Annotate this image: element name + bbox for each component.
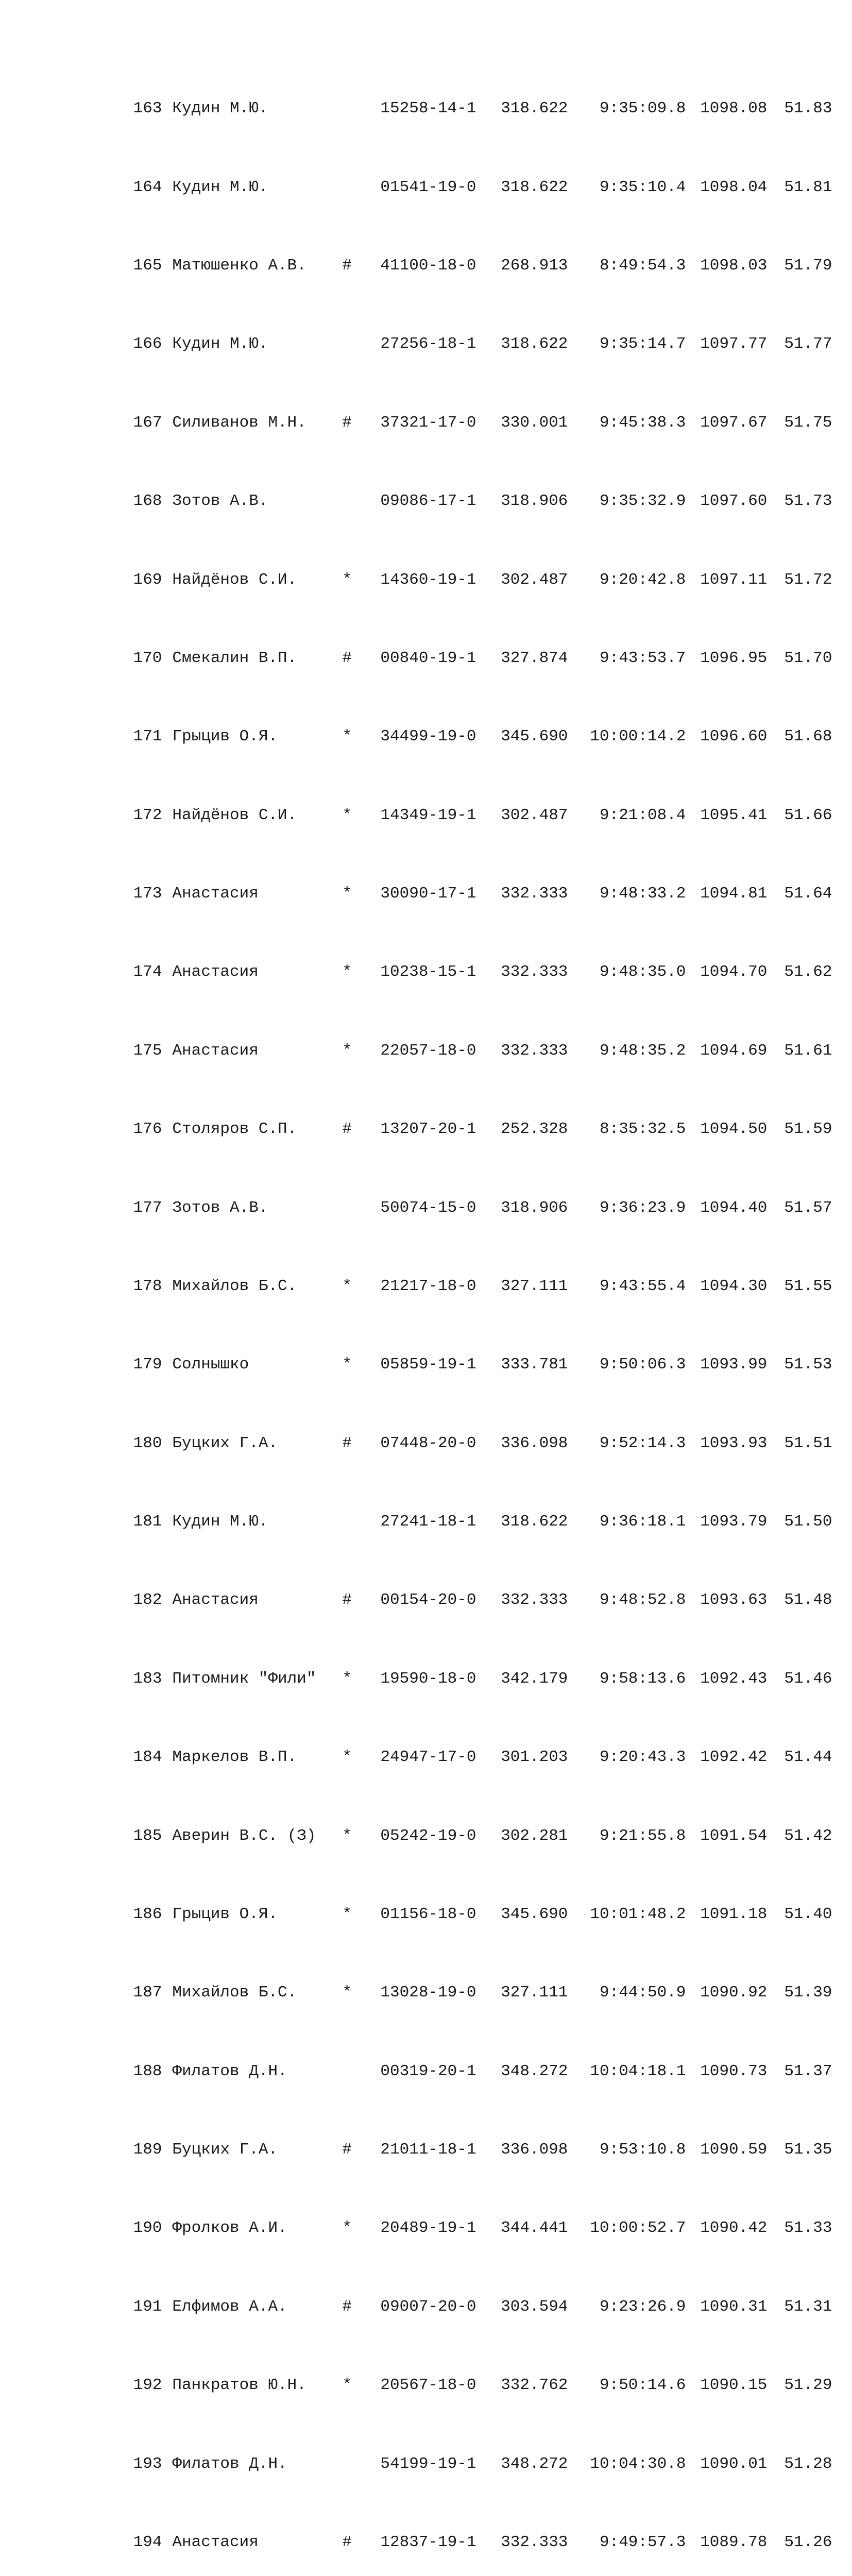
speed-cell: 1094.40 (700, 1198, 768, 1217)
table-row (92, 1885, 832, 1923)
table-row (92, 1178, 832, 1217)
distance-cell: 332.333 (501, 1041, 568, 1060)
arrival-time-cell: 9:43:53.7 (599, 649, 686, 667)
table-row (92, 1963, 832, 2002)
table-row (92, 2199, 832, 2238)
speed-cell: 1094.70 (700, 963, 768, 981)
score-cell: 51.37 (784, 2062, 832, 2080)
owner-name-cell: Маркелов В.П. (172, 1748, 297, 1767)
place-cell: 181 (133, 1513, 162, 1531)
score-cell: 51.81 (784, 178, 832, 196)
arrival-time-cell: 9:50:14.6 (599, 2376, 686, 2395)
score-cell: 51.83 (784, 99, 832, 118)
arrival-time-cell: 8:35:32.5 (599, 1120, 686, 1139)
arrival-time-cell: 9:21:08.4 (599, 806, 686, 824)
table-row (92, 2042, 832, 2080)
place-cell: 176 (133, 1120, 162, 1139)
distance-cell: 336.098 (501, 2141, 568, 2159)
score-cell: 51.73 (784, 492, 832, 511)
mark-cell: # (342, 413, 352, 432)
ring-number-cell: 30090-17-1 (380, 885, 476, 903)
table-row (92, 550, 832, 589)
place-cell: 183 (133, 1669, 162, 1688)
ring-number-cell: 37321-17-0 (380, 413, 476, 432)
place-cell: 173 (133, 885, 162, 903)
score-cell: 51.39 (784, 1984, 832, 2002)
ring-number-cell: 21217-18-0 (380, 1277, 476, 1295)
distance-cell: 302.487 (501, 570, 568, 589)
speed-cell: 1096.95 (700, 649, 768, 667)
score-cell: 51.53 (784, 1355, 832, 1374)
owner-name-cell: Буцких Г.А. (172, 2141, 278, 2159)
results-table (92, 40, 832, 2576)
distance-cell: 336.098 (501, 1434, 568, 1452)
arrival-time-cell: 9:35:09.8 (599, 99, 686, 118)
score-cell: 51.61 (784, 1041, 832, 1060)
place-cell: 184 (133, 1748, 162, 1767)
arrival-time-cell: 10:00:52.7 (590, 2219, 686, 2238)
arrival-time-cell: 9:35:14.7 (599, 335, 686, 353)
distance-cell: 332.762 (501, 2376, 568, 2395)
ring-number-cell: 50074-15-0 (380, 1198, 476, 1217)
place-cell: 187 (133, 1984, 162, 2002)
speed-cell: 1093.63 (700, 1591, 768, 1609)
owner-name-cell: Анастасия (172, 2533, 259, 2551)
arrival-time-cell: 10:01:48.2 (590, 1905, 686, 1923)
owner-name-cell: Силиванов М.Н. (172, 413, 306, 432)
speed-cell: 1097.67 (700, 413, 768, 432)
ring-number-cell: 10238-15-1 (380, 963, 476, 981)
owner-name-cell: Анастасия (172, 1041, 259, 1060)
distance-cell: 302.281 (501, 1826, 568, 1845)
ring-number-cell: 01541-19-0 (380, 178, 476, 196)
speed-cell: 1097.11 (700, 570, 768, 589)
table-row (92, 1414, 832, 1452)
speed-cell: 1097.60 (700, 492, 768, 511)
table-row (92, 2278, 832, 2316)
speed-cell: 1094.30 (700, 1277, 768, 1295)
distance-cell: 318.906 (501, 492, 568, 511)
arrival-time-cell: 9:36:18.1 (599, 1513, 686, 1531)
distance-cell: 327.874 (501, 649, 568, 667)
arrival-time-cell: 9:21:55.8 (599, 1826, 686, 1845)
arrival-time-cell: 9:48:52.8 (599, 1591, 686, 1609)
mark-cell: # (342, 2297, 352, 2316)
ring-number-cell: 09007-20-0 (380, 2297, 476, 2316)
score-cell: 51.66 (784, 806, 832, 824)
mark-cell: * (342, 2219, 352, 2238)
mark-cell: * (342, 2376, 352, 2395)
arrival-time-cell: 10:00:14.2 (590, 727, 686, 746)
owner-name-cell: Михайлов Б.С. (172, 1984, 297, 2002)
arrival-time-cell: 9:44:50.9 (599, 1984, 686, 2002)
place-cell: 185 (133, 1826, 162, 1845)
distance-cell: 342.179 (501, 1669, 568, 1688)
speed-cell: 1091.54 (700, 1826, 768, 1845)
owner-name-cell: Найдёнов С.И. (172, 806, 297, 824)
ring-number-cell: 19590-18-0 (380, 1669, 476, 1688)
arrival-time-cell: 9:36:23.9 (599, 1198, 686, 1217)
table-row (92, 1493, 832, 1531)
table-row (92, 394, 832, 432)
distance-cell: 330.001 (501, 413, 568, 432)
owner-name-cell: Аверин В.С. (З) (172, 1826, 316, 1845)
mark-cell: # (342, 1434, 352, 1452)
table-row (92, 79, 832, 118)
arrival-time-cell: 9:20:43.3 (599, 1748, 686, 1767)
table-row (92, 943, 832, 981)
mark-cell: * (342, 1355, 352, 1374)
owner-name-cell: Анастасия (172, 1591, 259, 1609)
table-row (92, 1650, 832, 1688)
distance-cell: 318.622 (501, 335, 568, 353)
mark-cell: # (342, 257, 352, 275)
place-cell: 177 (133, 1198, 162, 1217)
place-cell: 189 (133, 2141, 162, 2159)
arrival-time-cell: 9:35:32.9 (599, 492, 686, 511)
owner-name-cell: Смекалин В.П. (172, 649, 297, 667)
score-cell: 51.26 (784, 2533, 832, 2551)
score-cell: 51.59 (784, 1120, 832, 1139)
arrival-time-cell: 9:53:10.8 (599, 2141, 686, 2159)
ring-number-cell: 20489-19-1 (380, 2219, 476, 2238)
distance-cell: 332.333 (501, 885, 568, 903)
score-cell: 51.51 (784, 1434, 832, 1452)
table-row (92, 315, 832, 353)
distance-cell: 332.333 (501, 963, 568, 981)
owner-name-cell: Кудин М.Ю. (172, 178, 268, 196)
distance-cell: 252.328 (501, 1120, 568, 1139)
place-cell: 188 (133, 2062, 162, 2080)
mark-cell: * (342, 1277, 352, 1295)
ring-number-cell: 27256-18-1 (380, 335, 476, 353)
score-cell: 51.50 (784, 1513, 832, 1531)
arrival-time-cell: 9:58:13.6 (599, 1669, 686, 1688)
distance-cell: 302.487 (501, 806, 568, 824)
place-cell: 186 (133, 1905, 162, 1923)
table-row (92, 2434, 832, 2473)
ring-number-cell: 01156-18-0 (380, 1905, 476, 1923)
place-cell: 191 (133, 2297, 162, 2316)
owner-name-cell: Грыцив О.Я. (172, 1905, 278, 1923)
owner-name-cell: Филатов Д.Н. (172, 2454, 287, 2473)
speed-cell: 1093.79 (700, 1513, 768, 1531)
score-cell: 51.29 (784, 2376, 832, 2395)
ring-number-cell: 00154-20-0 (380, 1591, 476, 1609)
speed-cell: 1090.42 (700, 2219, 768, 2238)
table-row (92, 2356, 832, 2395)
place-cell: 166 (133, 335, 162, 353)
score-cell: 51.70 (784, 649, 832, 667)
table-row (92, 786, 832, 824)
table-row (92, 2121, 832, 2159)
mark-cell: * (342, 885, 352, 903)
speed-cell: 1090.73 (700, 2062, 768, 2080)
place-cell: 182 (133, 1591, 162, 1609)
score-cell: 51.55 (784, 1277, 832, 1295)
ring-number-cell: 14360-19-1 (380, 570, 476, 589)
ring-number-cell: 20567-18-0 (380, 2376, 476, 2395)
speed-cell: 1093.99 (700, 1355, 768, 1374)
distance-cell: 318.622 (501, 178, 568, 196)
speed-cell: 1090.01 (700, 2454, 768, 2473)
mark-cell: # (342, 2533, 352, 2551)
owner-name-cell: Питомник "Фили" (172, 1669, 316, 1688)
ring-number-cell: 22057-18-0 (380, 1041, 476, 1060)
ring-number-cell: 05242-19-0 (380, 1826, 476, 1845)
owner-name-cell: Анастасия (172, 885, 259, 903)
speed-cell: 1092.42 (700, 1748, 768, 1767)
place-cell: 167 (133, 413, 162, 432)
table-row (92, 865, 832, 903)
score-cell: 51.44 (784, 1748, 832, 1767)
mark-cell: * (342, 1905, 352, 1923)
table-row (92, 629, 832, 667)
mark-cell: * (342, 727, 352, 746)
owner-name-cell: Столяров С.П. (172, 1120, 297, 1139)
speed-cell: 1090.59 (700, 2141, 768, 2159)
table-row (92, 707, 832, 746)
place-cell: 178 (133, 1277, 162, 1295)
ring-number-cell: 13207-20-1 (380, 1120, 476, 1139)
mark-cell: * (342, 1041, 352, 1060)
speed-cell: 1090.31 (700, 2297, 768, 2316)
table-row (92, 236, 832, 275)
place-cell: 165 (133, 257, 162, 275)
distance-cell: 301.203 (501, 1748, 568, 1767)
owner-name-cell: Филатов Д.Н. (172, 2062, 287, 2080)
ring-number-cell: 07448-20-0 (380, 1434, 476, 1452)
mark-cell: * (342, 1984, 352, 2002)
speed-cell: 1090.15 (700, 2376, 768, 2395)
arrival-time-cell: 9:20:42.8 (599, 570, 686, 589)
speed-cell: 1092.43 (700, 1669, 768, 1688)
score-cell: 51.79 (784, 257, 832, 275)
distance-cell: 332.333 (501, 1591, 568, 1609)
speed-cell: 1093.93 (700, 1434, 768, 1452)
place-cell: 174 (133, 963, 162, 981)
distance-cell: 327.111 (501, 1984, 568, 2002)
ring-number-cell: 24947-17-0 (380, 1748, 476, 1767)
distance-cell: 345.690 (501, 727, 568, 746)
speed-cell: 1098.04 (700, 178, 768, 196)
score-cell: 51.40 (784, 1905, 832, 1923)
place-cell: 163 (133, 99, 162, 118)
arrival-time-cell: 9:45:38.3 (599, 413, 686, 432)
speed-cell: 1089.78 (700, 2533, 768, 2551)
owner-name-cell: Зотов А.В. (172, 1198, 268, 1217)
owner-name-cell: Михайлов Б.С. (172, 1277, 297, 1295)
owner-name-cell: Панкратов Ю.Н. (172, 2376, 306, 2395)
table-row (92, 158, 832, 196)
mark-cell: * (342, 570, 352, 589)
speed-cell: 1094.50 (700, 1120, 768, 1139)
ring-number-cell: 21011-18-1 (380, 2141, 476, 2159)
table-row (92, 1335, 832, 1374)
ring-number-cell: 14349-19-1 (380, 806, 476, 824)
place-cell: 172 (133, 806, 162, 824)
arrival-time-cell: 9:43:55.4 (599, 1277, 686, 1295)
owner-name-cell: Елфимов А.А. (172, 2297, 287, 2316)
owner-name-cell: Кудин М.Ю. (172, 335, 268, 353)
owner-name-cell: Найдёнов С.И. (172, 570, 297, 589)
place-cell: 193 (133, 2454, 162, 2473)
distance-cell: 318.622 (501, 1513, 568, 1531)
score-cell: 51.62 (784, 963, 832, 981)
place-cell: 192 (133, 2376, 162, 2395)
mark-cell: * (342, 1826, 352, 1845)
arrival-time-cell: 9:48:35.2 (599, 1041, 686, 1060)
arrival-time-cell: 9:48:35.0 (599, 963, 686, 981)
arrival-time-cell: 9:50:06.3 (599, 1355, 686, 1374)
table-row (92, 1571, 832, 1609)
table-row (92, 1257, 832, 1295)
mark-cell: * (342, 1669, 352, 1688)
score-cell: 51.46 (784, 1669, 832, 1688)
ring-number-cell: 27241-18-1 (380, 1513, 476, 1531)
owner-name-cell: Кудин М.Ю. (172, 1513, 268, 1531)
ring-number-cell: 12837-19-1 (380, 2533, 476, 2551)
mark-cell: # (342, 1591, 352, 1609)
owner-name-cell: Матюшенко А.В. (172, 257, 306, 275)
distance-cell: 303.594 (501, 2297, 568, 2316)
ring-number-cell: 15258-14-1 (380, 99, 476, 118)
score-cell: 51.77 (784, 335, 832, 353)
distance-cell: 318.906 (501, 1198, 568, 1217)
distance-cell: 344.441 (501, 2219, 568, 2238)
arrival-time-cell: 9:23:26.9 (599, 2297, 686, 2316)
place-cell: 180 (133, 1434, 162, 1452)
arrival-time-cell: 10:04:30.8 (590, 2454, 686, 2473)
table-row (92, 472, 832, 511)
distance-cell: 333.781 (501, 1355, 568, 1374)
arrival-time-cell: 9:49:57.3 (599, 2533, 686, 2551)
speed-cell: 1098.03 (700, 257, 768, 275)
ring-number-cell: 00319-20-1 (380, 2062, 476, 2080)
distance-cell: 327.111 (501, 1277, 568, 1295)
ring-number-cell: 00840-19-1 (380, 649, 476, 667)
ring-number-cell: 09086-17-1 (380, 492, 476, 511)
distance-cell: 348.272 (501, 2062, 568, 2080)
speed-cell: 1094.69 (700, 1041, 768, 1060)
table-row (92, 1728, 832, 1767)
owner-name-cell: Зотов А.В. (172, 492, 268, 511)
owner-name-cell: Кудин М.Ю. (172, 99, 268, 118)
distance-cell: 348.272 (501, 2454, 568, 2473)
place-cell: 190 (133, 2219, 162, 2238)
place-cell: 175 (133, 1041, 162, 1060)
score-cell: 51.75 (784, 413, 832, 432)
owner-name-cell: Солнышко (172, 1355, 249, 1374)
arrival-time-cell: 9:52:14.3 (599, 1434, 686, 1452)
speed-cell: 1097.77 (700, 335, 768, 353)
place-cell: 194 (133, 2533, 162, 2551)
mark-cell: * (342, 963, 352, 981)
speed-cell: 1091.18 (700, 1905, 768, 1923)
place-cell: 168 (133, 492, 162, 511)
table-row (92, 1806, 832, 1845)
score-cell: 51.28 (784, 2454, 832, 2473)
mark-cell: # (342, 649, 352, 667)
score-cell: 51.72 (784, 570, 832, 589)
arrival-time-cell: 10:04:18.1 (590, 2062, 686, 2080)
owner-name-cell: Грыцив О.Я. (172, 727, 278, 746)
arrival-time-cell: 9:48:33.2 (599, 885, 686, 903)
distance-cell: 268.913 (501, 257, 568, 275)
score-cell: 51.42 (784, 1826, 832, 1845)
owner-name-cell: Фролков А.И. (172, 2219, 287, 2238)
speed-cell: 1098.08 (700, 99, 768, 118)
owner-name-cell: Буцких Г.А. (172, 1434, 278, 1452)
score-cell: 51.48 (784, 1591, 832, 1609)
ring-number-cell: 13028-19-0 (380, 1984, 476, 2002)
score-cell: 51.33 (784, 2219, 832, 2238)
arrival-time-cell: 8:49:54.3 (599, 257, 686, 275)
table-row (92, 2513, 832, 2551)
distance-cell: 345.690 (501, 1905, 568, 1923)
arrival-time-cell: 9:35:10.4 (599, 178, 686, 196)
place-cell: 170 (133, 649, 162, 667)
ring-number-cell: 41100-18-0 (380, 257, 476, 275)
distance-cell: 318.622 (501, 99, 568, 118)
speed-cell: 1095.41 (700, 806, 768, 824)
speed-cell: 1094.81 (700, 885, 768, 903)
speed-cell: 1096.60 (700, 727, 768, 746)
place-cell: 171 (133, 727, 162, 746)
place-cell: 179 (133, 1355, 162, 1374)
speed-cell: 1090.92 (700, 1984, 768, 2002)
table-row (92, 1100, 832, 1139)
ring-number-cell: 54199-19-1 (380, 2454, 476, 2473)
place-cell: 169 (133, 570, 162, 589)
table-row (92, 1022, 832, 1060)
distance-cell: 332.333 (501, 2533, 568, 2551)
mark-cell: * (342, 1748, 352, 1767)
ring-number-cell: 05859-19-1 (380, 1355, 476, 1374)
place-cell: 164 (133, 178, 162, 196)
mark-cell: # (342, 1120, 352, 1139)
score-cell: 51.57 (784, 1198, 832, 1217)
mark-cell: * (342, 806, 352, 824)
ring-number-cell: 34499-19-0 (380, 727, 476, 746)
score-cell: 51.35 (784, 2141, 832, 2159)
mark-cell: # (342, 2141, 352, 2159)
score-cell: 51.31 (784, 2297, 832, 2316)
score-cell: 51.68 (784, 727, 832, 746)
owner-name-cell: Анастасия (172, 963, 259, 981)
score-cell: 51.64 (784, 885, 832, 903)
